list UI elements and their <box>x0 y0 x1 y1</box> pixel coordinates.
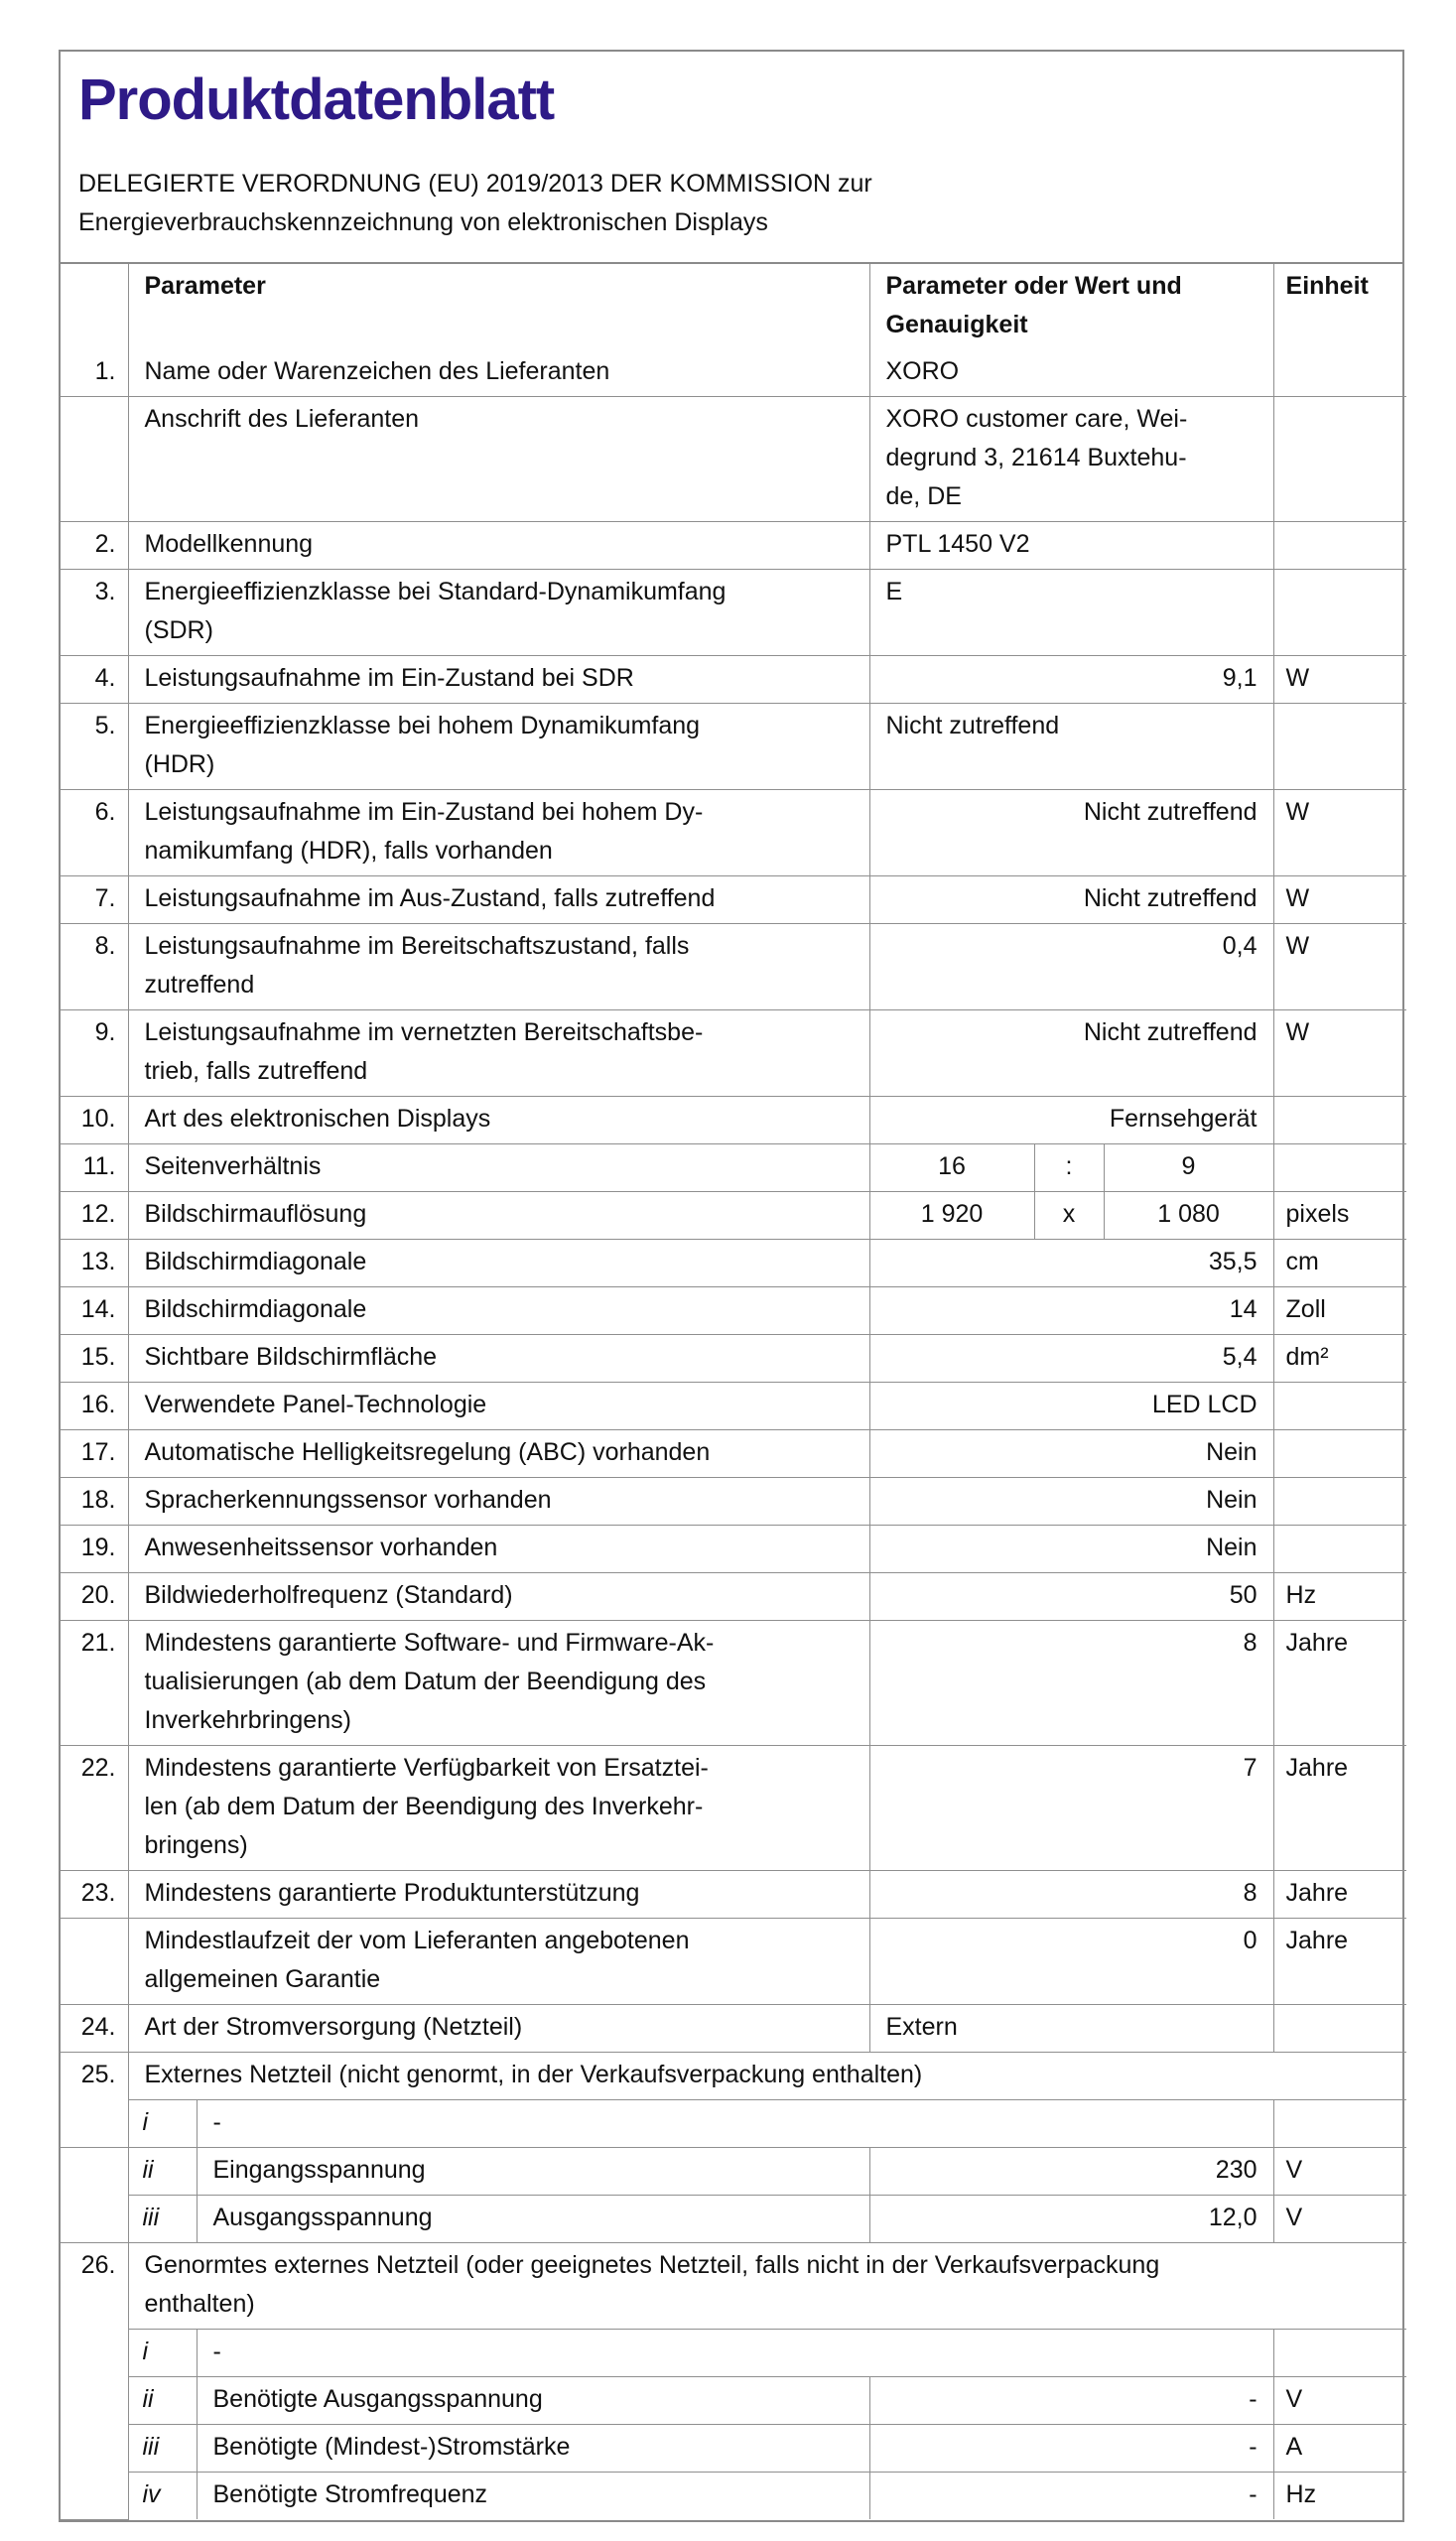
row-value: 8 <box>869 1871 1273 1919</box>
row-unit: W <box>1273 790 1406 876</box>
row-number: 12. <box>61 1192 128 1240</box>
row-number: 3. <box>61 570 128 656</box>
row-parameter: Anwesenheitssensor vorhanden <box>128 1526 869 1573</box>
row-number: 23. <box>61 1871 128 1919</box>
row-parameter: Bildschirmdiagonale <box>128 1287 869 1335</box>
sub-row <box>61 2377 1406 2425</box>
row-value: Nein <box>869 1526 1273 1573</box>
row-parameter: Verwendete Panel-Technologie <box>128 1383 869 1430</box>
value-part-2: 9 <box>1104 1144 1273 1192</box>
table-row <box>61 1010 1406 1097</box>
row-parameter: Sichtbare Bildschirmfläche <box>128 1335 869 1383</box>
table-row <box>61 570 1406 656</box>
row-parameter: Leistungsaufnahme im Ein-Zustand bei SDR <box>128 656 869 704</box>
row-unit: Jahre <box>1273 1871 1406 1919</box>
row-number: 9. <box>61 1010 128 1097</box>
sub-index: iii <box>128 2425 197 2473</box>
table-row <box>61 1526 1406 1573</box>
sub-index: i <box>128 2330 197 2377</box>
table-row <box>61 790 1406 876</box>
table-row <box>61 1287 1406 1335</box>
regulation-subtitle: DELEGIERTE VERORDNUNG (EU) 2019/2013 DER KOMMISSION zur Energieverbrauchskennzeichnung von elektronischen Displays <box>78 170 872 236</box>
sub-parameter: Ausgangsspannung <box>197 2196 869 2243</box>
row-number: 20. <box>61 1573 128 1621</box>
sub-row <box>61 2473 1406 2520</box>
row-value: 5,4 <box>869 1335 1273 1383</box>
page-title: Produktdatenblatt <box>78 67 555 132</box>
header-parameter: Parameter <box>128 264 869 349</box>
row-value: Nein <box>869 1478 1273 1526</box>
value-part-2: 1 080 <box>1104 1192 1273 1240</box>
row-unit <box>1273 1144 1406 1192</box>
row-value: Nicht zutreffend <box>869 876 1273 924</box>
table-row <box>61 1144 1406 1192</box>
sub-parameter: - <box>197 2330 1273 2377</box>
sub-unit: V <box>1273 2148 1406 2196</box>
row-parameter: Name oder Warenzeichen des Lieferanten <box>128 349 869 397</box>
table-row <box>61 2243 1406 2330</box>
header-num <box>61 264 128 349</box>
sub-row <box>61 2425 1406 2473</box>
value-part-1: 1 920 <box>869 1192 1034 1240</box>
row-unit <box>1273 704 1406 790</box>
row-value: LED LCD <box>869 1383 1273 1430</box>
row-number: 11. <box>61 1144 128 1192</box>
row-number: 17. <box>61 1430 128 1478</box>
value-separator: x <box>1034 1192 1104 1240</box>
table-row <box>61 1192 1406 1240</box>
row-unit: W <box>1273 656 1406 704</box>
header-value: Parameter oder Wert und Genauigkeit <box>869 264 1273 349</box>
sub-index: iii <box>128 2196 197 2243</box>
table-row <box>61 1621 1406 1746</box>
row-number: 14. <box>61 1287 128 1335</box>
sub-parameter: Benötigte (Mindest-)Stromstärke <box>197 2425 869 2473</box>
row-number: 26. <box>61 2243 128 2520</box>
row-number: 7. <box>61 876 128 924</box>
row-value: 35,5 <box>869 1240 1273 1287</box>
row-parameter: Bildschirmdiagonale <box>128 1240 869 1287</box>
sub-value: - <box>869 2377 1273 2425</box>
sub-row <box>61 2196 1406 2243</box>
row-unit <box>1273 1383 1406 1430</box>
sub-value: 12,0 <box>869 2196 1273 2243</box>
row-number <box>61 2148 128 2243</box>
row-value: 8 <box>869 1621 1273 1746</box>
sub-value: - <box>869 2425 1273 2473</box>
row-number: 24. <box>61 2005 128 2053</box>
table-row <box>61 1919 1406 2005</box>
row-number: 1. <box>61 349 128 397</box>
value-part-1: 16 <box>869 1144 1034 1192</box>
sub-unit: A <box>1273 2425 1406 2473</box>
table-row <box>61 1383 1406 1430</box>
row-number: 10. <box>61 1097 128 1144</box>
table-header-row <box>61 264 1406 349</box>
table-row <box>61 1335 1406 1383</box>
row-parameter: Bildschirmauflösung <box>128 1192 869 1240</box>
sub-parameter: - <box>197 2100 1273 2148</box>
table-row <box>61 1871 1406 1919</box>
table-row <box>61 522 1406 570</box>
row-parameter: Modellkennung <box>128 522 869 570</box>
row-number <box>61 1919 128 2005</box>
row-number: 21. <box>61 1621 128 1746</box>
row-value: 50 <box>869 1573 1273 1621</box>
row-parameter: Mindestlaufzeit der vom Lieferanten angebotenen allgemeinen Garantie <box>128 1919 869 2005</box>
header-unit: Einheit <box>1273 264 1406 349</box>
row-parameter: Spracherkennungssensor vorhanden <box>128 1478 869 1526</box>
row-value: PTL 1450 V2 <box>869 522 1273 570</box>
row-parameter: Leistungsaufnahme im Aus-Zustand, falls zutreffend <box>128 876 869 924</box>
row-value: Nicht zutreffend <box>869 1010 1273 1097</box>
row-unit <box>1273 570 1406 656</box>
row-parameter: Bildwiederholfrequenz (Standard) <box>128 1573 869 1621</box>
row-value: Extern <box>869 2005 1273 2053</box>
row-unit <box>1273 2005 1406 2053</box>
sub-unit: V <box>1273 2196 1406 2243</box>
row-unit <box>1273 1097 1406 1144</box>
row-value: 14 <box>869 1287 1273 1335</box>
row-unit: cm <box>1273 1240 1406 1287</box>
row-unit: Jahre <box>1273 1919 1406 2005</box>
table-row <box>61 876 1406 924</box>
row-parameter: Leistungsaufnahme im Ein-Zustand bei hohem Dy- namikumfang (HDR), falls vorhanden <box>128 790 869 876</box>
row-parameter: Energieeffizienzklasse bei hohem Dynamikumfang (HDR) <box>128 704 869 790</box>
table-row <box>61 704 1406 790</box>
sub-index: i <box>128 2100 197 2148</box>
sub-row <box>61 2148 1406 2196</box>
table-row <box>61 924 1406 1010</box>
row-value: E <box>869 570 1273 656</box>
row-parameter: Leistungsaufnahme im vernetzten Bereitschaftsbe- trieb, falls zutreffend <box>128 1010 869 1097</box>
row-unit: Jahre <box>1273 1746 1406 1871</box>
sub-index: ii <box>128 2377 197 2425</box>
row-number: 4. <box>61 656 128 704</box>
sub-parameter: Benötigte Ausgangsspannung <box>197 2377 869 2425</box>
sub-row <box>61 2100 1406 2148</box>
sub-index: iv <box>128 2473 197 2520</box>
row-value: 7 <box>869 1746 1273 1871</box>
table-row <box>61 1478 1406 1526</box>
row-parameter: Art der Stromversorgung (Netzteil) <box>128 2005 869 2053</box>
row-number: 8. <box>61 924 128 1010</box>
row-parameter: Seitenverhältnis <box>128 1144 869 1192</box>
row-parameter: Energieeffizienzklasse bei Standard-Dynamikumfang (SDR) <box>128 570 869 656</box>
row-unit <box>1273 349 1406 397</box>
table-row <box>61 1240 1406 1287</box>
row-unit <box>1273 1430 1406 1478</box>
row-unit: dm² <box>1273 1335 1406 1383</box>
row-unit <box>1273 522 1406 570</box>
row-parameter: Leistungsaufnahme im Bereitschaftszustand, falls zutreffend <box>128 924 869 1010</box>
row-value: 9,1 <box>869 656 1273 704</box>
row-value: XORO <box>869 349 1273 397</box>
row-unit <box>1273 1478 1406 1526</box>
row-number: 5. <box>61 704 128 790</box>
sub-value: 230 <box>869 2148 1273 2196</box>
sub-unit: V <box>1273 2377 1406 2425</box>
value-separator: : <box>1034 1144 1104 1192</box>
table-row <box>61 1746 1406 1871</box>
row-number: 19. <box>61 1526 128 1573</box>
row-parameter: Externes Netzteil (nicht genormt, in der Verkaufsverpackung enthalten) <box>128 2053 1406 2100</box>
row-unit: W <box>1273 1010 1406 1097</box>
row-unit <box>1273 1526 1406 1573</box>
row-number: 25. <box>61 2053 128 2148</box>
product-data-sheet <box>59 50 1404 2522</box>
row-value: Nicht zutreffend <box>869 704 1273 790</box>
row-value: 0 <box>869 1919 1273 2005</box>
row-unit: pixels <box>1273 1192 1406 1240</box>
row-number: 16. <box>61 1383 128 1430</box>
row-parameter: Automatische Helligkeitsregelung (ABC) vorhanden <box>128 1430 869 1478</box>
row-unit: W <box>1273 924 1406 1010</box>
table-row <box>61 397 1406 522</box>
sheet-header <box>61 52 1402 264</box>
row-unit <box>1273 397 1406 522</box>
row-parameter: Genormtes externes Netzteil (oder geeignetes Netzteil, falls nicht in der Verkaufsverpackung enthalten) <box>128 2243 1406 2330</box>
sub-index: ii <box>128 2148 197 2196</box>
row-number: 18. <box>61 1478 128 1526</box>
row-unit: Jahre <box>1273 1621 1406 1746</box>
row-parameter: Mindestens garantierte Software- und Firmware-Ak- tualisierungen (ab dem Datum der Beendigung des Inverkehrbringens) <box>128 1621 869 1746</box>
row-number: 22. <box>61 1746 128 1871</box>
row-number: 2. <box>61 522 128 570</box>
row-value: 0,4 <box>869 924 1273 1010</box>
row-value: XORO customer care, Wei- degrund 3, 21614 Buxtehu- de, DE <box>869 397 1273 522</box>
row-parameter: Art des elektronischen Displays <box>128 1097 869 1144</box>
row-value: Nein <box>869 1430 1273 1478</box>
table-row <box>61 2005 1406 2053</box>
sub-unit: Hz <box>1273 2473 1406 2520</box>
row-parameter: Anschrift des Lieferanten <box>128 397 869 522</box>
row-number: 15. <box>61 1335 128 1383</box>
parameter-table <box>61 264 1406 2520</box>
row-parameter: Mindestens garantierte Verfügbarkeit von Ersatztei- len (ab dem Datum der Beendigung des Inverkehr- bringens) <box>128 1746 869 1871</box>
row-unit <box>1273 2100 1406 2148</box>
row-number: 6. <box>61 790 128 876</box>
row-parameter: Mindestens garantierte Produktunterstützung <box>128 1871 869 1919</box>
row-unit <box>1273 2330 1406 2377</box>
row-number <box>61 397 128 522</box>
sub-row <box>61 2330 1406 2377</box>
row-unit: Zoll <box>1273 1287 1406 1335</box>
sub-value: - <box>869 2473 1273 2520</box>
table-row <box>61 656 1406 704</box>
table-row <box>61 2053 1406 2100</box>
table-row <box>61 1097 1406 1144</box>
row-value: Fernsehgerät <box>869 1097 1273 1144</box>
row-number: 13. <box>61 1240 128 1287</box>
row-unit: W <box>1273 876 1406 924</box>
sub-parameter: Benötigte Stromfrequenz <box>197 2473 869 2520</box>
table-row <box>61 1573 1406 1621</box>
row-unit: Hz <box>1273 1573 1406 1621</box>
row-value: Nicht zutreffend <box>869 790 1273 876</box>
table-row <box>61 349 1406 397</box>
sub-parameter: Eingangsspannung <box>197 2148 869 2196</box>
table-row <box>61 1430 1406 1478</box>
